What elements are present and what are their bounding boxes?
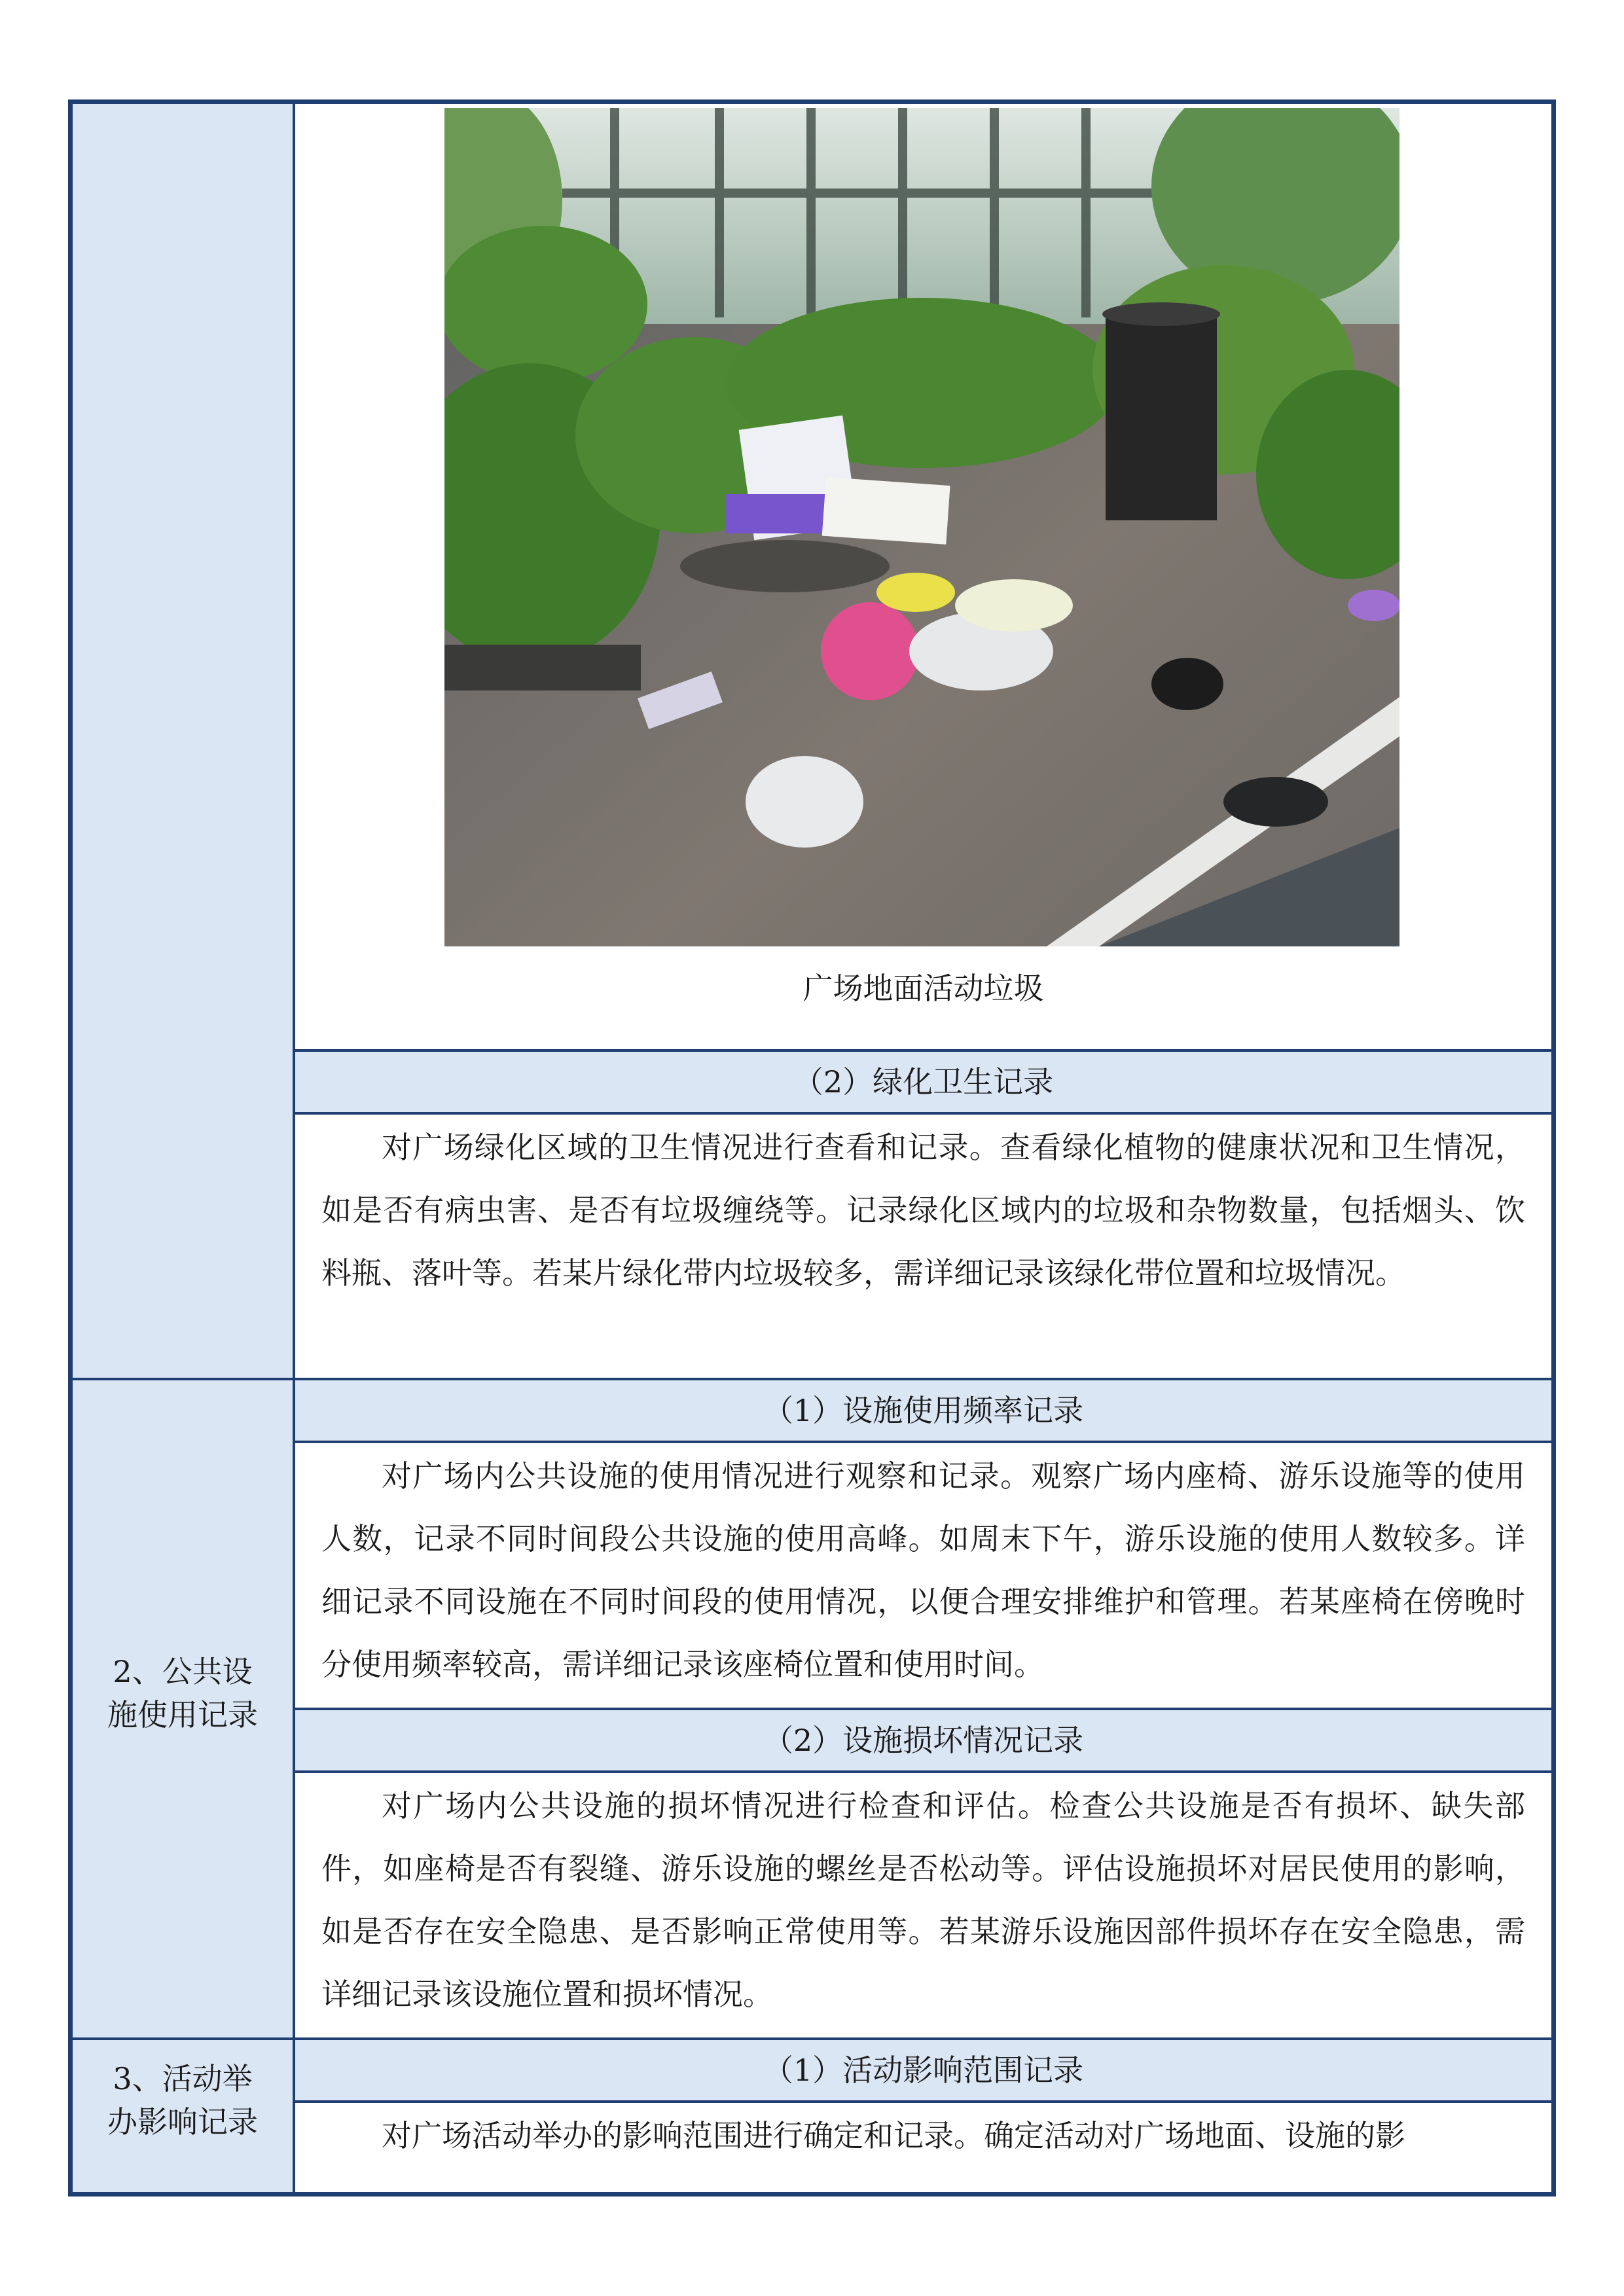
subsection-heading: （2）设施损坏情况记录 xyxy=(295,1710,1551,1770)
subsection-text: 对广场活动举办的影响范围进行确定和记录。确定活动对广场地面、设施的影 xyxy=(382,2118,1405,2153)
subsection-text: 对广场内公共设施的损坏情况进行检查和评估。检查公共设施是否有损坏、缺失部件，如座椅是否有裂缝、游乐设施的螺丝是否松动等。评估设施损坏对居民使用的影响，如是否存在安全隐患、是否影响正常使用等。若某游乐设施因部件损坏存在安全隐患，需详细记录该设施位置和损坏情况。 xyxy=(321,1788,1525,2012)
subsection-heading: （1）设施使用频率记录 xyxy=(295,1380,1551,1441)
subsection-text: 对广场内公共设施的使用情况进行观察和记录。观察广场内座椅、游乐设施等的使用人数，记录不同时间段公共设施的使用高峰。如周末下午，游乐设施的使用人数较多。详细记录不同设施在不同时间段的使用情况，以便合理安排维护和管理。若某座椅在傍晚时分使用频率较高，需详细记录该座椅位置和使用时间。 xyxy=(321,1458,1525,1682)
subsection-heading: （1）活动影响范围记录 xyxy=(295,2040,1551,2100)
photo-caption: 广场地面活动垃圾 xyxy=(803,971,1044,1006)
litter-photo xyxy=(444,108,1399,946)
photo-illustration xyxy=(444,108,1399,946)
record-table xyxy=(68,99,1556,2197)
subsection-text: 对广场绿化区域的卫生情况进行查看和记录。查看绿化植物的健康状况和卫生情况，如是否有病虫害、是否有垃圾缠绕等。记录绿化区域内的垃圾和杂物数量，包括烟头、饮料瓶、落叶等。若某片绿化带内垃圾较多，需详细记录该绿化带位置和垃圾情况。 xyxy=(321,1130,1525,1291)
section-label: 3、活动举 办影响记录 xyxy=(107,2061,258,2140)
category-column xyxy=(73,104,295,2192)
section-label: 2、公共设 施使用记录 xyxy=(107,1654,258,1732)
subsection-heading: （2）绿化卫生记录 xyxy=(295,1052,1551,1112)
